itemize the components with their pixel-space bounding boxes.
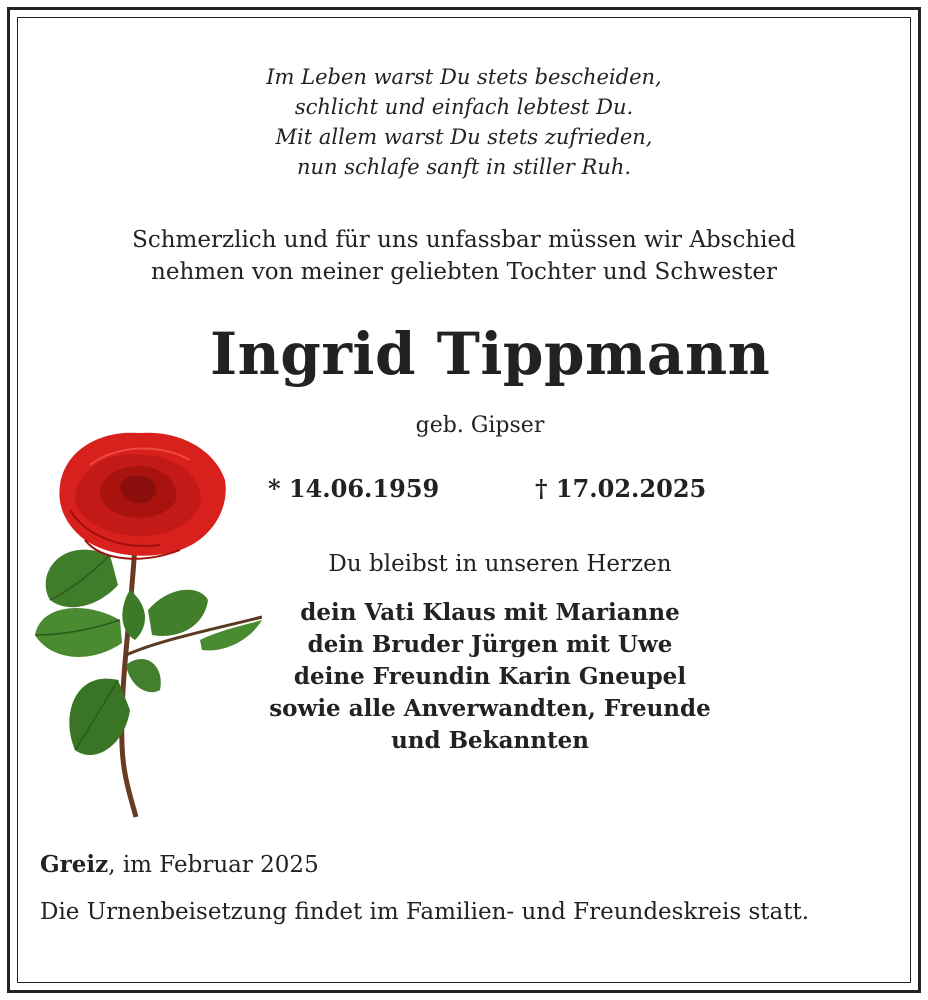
birth-date: * 14.06.1959 xyxy=(268,474,440,503)
mourner-line: dein Vati Klaus mit Marianne xyxy=(300,599,680,626)
death-date: † 17.02.2025 xyxy=(535,474,707,503)
mourner-line: deine Freundin Karin Gneupel xyxy=(293,663,687,690)
mourner-line: dein Bruder Jürgen mit Uwe xyxy=(307,631,673,658)
red-rose-image xyxy=(30,425,270,820)
remembrance-line: Du bleibst in unseren Herzen xyxy=(328,551,672,577)
poem xyxy=(0,62,928,182)
mourner-line: und Bekannten xyxy=(391,727,589,754)
place-date xyxy=(40,848,319,882)
poem-line: Mit allem warst Du stets zufrieden, xyxy=(275,125,653,149)
poem-line: Im Leben warst Du stets bescheiden, xyxy=(266,65,662,89)
mourner-line: sowie alle Anverwandten, Freunde xyxy=(269,695,711,722)
burial-notice: Die Urnenbeisetzung findet im Familien- und Freundeskreis statt. xyxy=(40,899,810,925)
poem-line: nun schlafe sanft in stiller Ruh. xyxy=(296,155,632,179)
deceased-name: Ingrid Tippmann xyxy=(210,320,771,388)
poem-line: schlicht und einfach lebtest Du. xyxy=(294,95,634,119)
intro-text xyxy=(0,224,928,288)
place-date-rest: , im Februar 2025 xyxy=(108,852,319,878)
mourners-list xyxy=(220,597,760,757)
intro-line: Schmerzlich und für uns unfassbar müssen wir Abschied xyxy=(132,227,796,253)
maiden-name: geb. Gipser xyxy=(415,413,545,438)
intro-line: nehmen von meiner geliebten Tochter und Schwester xyxy=(151,259,777,285)
place-name: Greiz xyxy=(40,851,109,878)
